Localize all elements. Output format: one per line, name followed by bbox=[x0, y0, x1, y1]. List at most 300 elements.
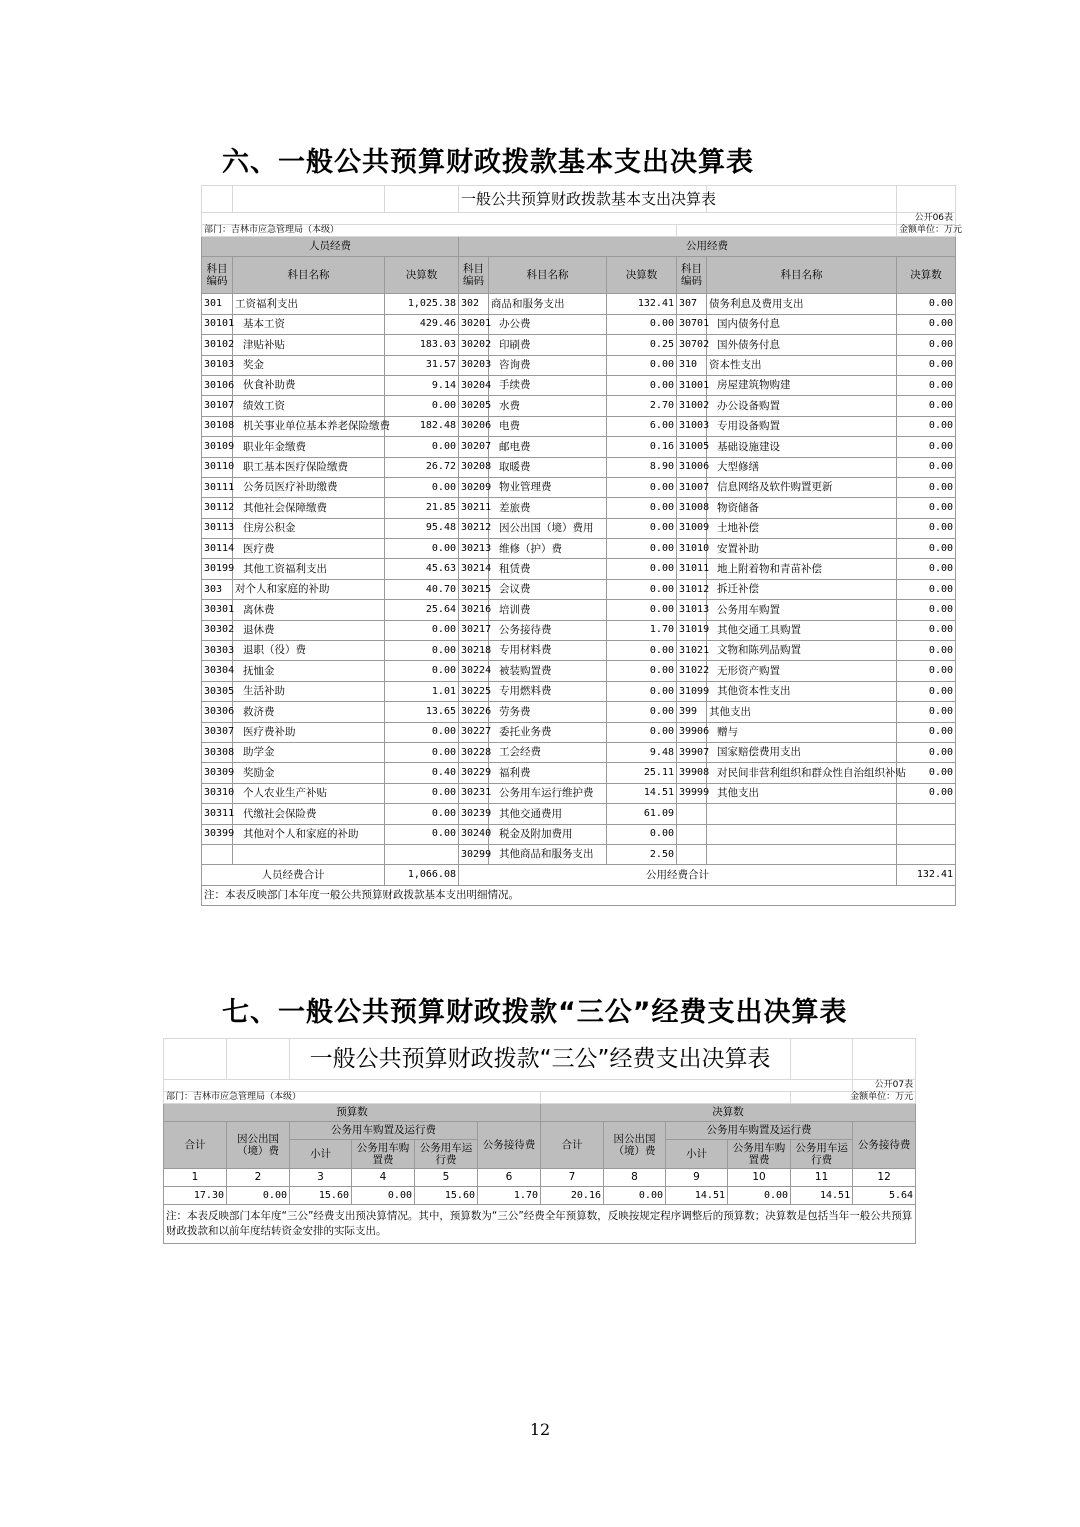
column-number: 9 bbox=[666, 1169, 728, 1187]
row-code: 30102 bbox=[202, 335, 233, 355]
row-code bbox=[677, 844, 707, 864]
row-name: 地上附着物和青苗补偿 bbox=[707, 559, 897, 579]
row-name: 印刷费 bbox=[489, 335, 607, 355]
row-code: 30207 bbox=[459, 437, 489, 457]
row-amount: 0.00 bbox=[607, 314, 677, 334]
row-code: 30103 bbox=[202, 355, 233, 375]
row-code: 30301 bbox=[202, 600, 233, 620]
row-name: 被装购置费 bbox=[489, 661, 607, 681]
column-header-total: 合计 bbox=[164, 1122, 227, 1169]
row-amount: 0.00 bbox=[385, 804, 459, 824]
department-label: 部门：吉林市应急管理局（本级） bbox=[164, 1092, 541, 1104]
row-name bbox=[707, 824, 897, 844]
public-total-value: 132.41 bbox=[897, 865, 956, 885]
column-header-name: 科目名称 bbox=[233, 257, 385, 294]
row-amount: 31.57 bbox=[385, 355, 459, 375]
row-amount: 0.00 bbox=[897, 457, 956, 477]
row-code: 30212 bbox=[459, 518, 489, 538]
table-row bbox=[202, 518, 956, 538]
row-code: 30110 bbox=[202, 457, 233, 477]
row-code: 30107 bbox=[202, 396, 233, 416]
row-amount: 0.00 bbox=[897, 763, 956, 783]
row-name: 退职（役）费 bbox=[233, 641, 385, 661]
page-number: 12 bbox=[529, 1420, 551, 1439]
table-row bbox=[202, 375, 956, 395]
amount-cell: 20.16 bbox=[541, 1187, 604, 1205]
row-amount: 9.14 bbox=[385, 375, 459, 395]
row-name: 其他交通费用 bbox=[489, 804, 607, 824]
row-code: 30240 bbox=[459, 824, 489, 844]
row-code: 31021 bbox=[677, 641, 707, 661]
row-code: 31001 bbox=[677, 375, 707, 395]
row-name: 其他资本性支出 bbox=[707, 681, 897, 701]
amount-cell: 14.51 bbox=[791, 1187, 853, 1205]
row-amount: 2.70 bbox=[607, 396, 677, 416]
table-row bbox=[202, 539, 956, 559]
row-name: 助学金 bbox=[233, 742, 385, 762]
column-header-subtotal: 小计 bbox=[290, 1140, 352, 1169]
row-code: 31002 bbox=[677, 396, 707, 416]
row-name: 个人农业生产补贴 bbox=[233, 783, 385, 803]
table-row bbox=[202, 742, 956, 762]
row-amount: 25.64 bbox=[385, 600, 459, 620]
row-code: 30213 bbox=[459, 539, 489, 559]
column-header-abroad: 因公出国（境）费 bbox=[604, 1122, 666, 1169]
row-name: 拆迁补偿 bbox=[707, 579, 897, 599]
table-title: 一般公共预算财政拨款“三公”经费支出决算表 bbox=[290, 1039, 791, 1080]
row-name: 职工基本医疗保险缴费 bbox=[233, 457, 385, 477]
row-name: 资本性支出 bbox=[707, 355, 897, 375]
row-amount: 183.03 bbox=[385, 335, 459, 355]
row-name: 代缴社会保险费 bbox=[233, 804, 385, 824]
table-row bbox=[202, 579, 956, 599]
row-name: 其他交通工具购置 bbox=[707, 620, 897, 640]
row-amount: 0.00 bbox=[897, 294, 956, 314]
row-code: 39908 bbox=[677, 763, 707, 783]
row-name: 伙食补助费 bbox=[233, 375, 385, 395]
value-row bbox=[164, 1187, 916, 1205]
row-code: 399 bbox=[677, 702, 707, 722]
column-header-code: 科目编码 bbox=[459, 257, 489, 294]
personnel-expense-header: 人员经费 bbox=[202, 237, 459, 257]
column-header-total: 合计 bbox=[541, 1122, 604, 1169]
amount-cell: 0.00 bbox=[604, 1187, 666, 1205]
row-name: 基本工资 bbox=[233, 314, 385, 334]
row-amount: 0.25 bbox=[607, 335, 677, 355]
row-name: 救济费 bbox=[233, 702, 385, 722]
row-code: 31011 bbox=[677, 559, 707, 579]
row-amount: 0.00 bbox=[385, 661, 459, 681]
row-name: 办公费 bbox=[489, 314, 607, 334]
row-name bbox=[707, 844, 897, 864]
row-amount: 0.00 bbox=[607, 722, 677, 742]
column-header-vehicle-purchase: 公务用车购置费 bbox=[728, 1140, 791, 1169]
table-row bbox=[202, 335, 956, 355]
row-name: 基础设施建设 bbox=[707, 437, 897, 457]
table-row bbox=[202, 722, 956, 742]
row-name: 手续费 bbox=[489, 375, 607, 395]
row-amount: 0.00 bbox=[607, 498, 677, 518]
row-amount: 1.70 bbox=[607, 620, 677, 640]
row-code: 30231 bbox=[459, 783, 489, 803]
column-header-amount: 决算数 bbox=[607, 257, 677, 294]
row-amount: 0.00 bbox=[607, 559, 677, 579]
row-name: 生活补助 bbox=[233, 681, 385, 701]
row-code: 303 bbox=[202, 579, 233, 599]
row-name: 安置补助 bbox=[707, 539, 897, 559]
row-amount: 95.48 bbox=[385, 518, 459, 538]
row-name: 劳务费 bbox=[489, 702, 607, 722]
row-name: 离休费 bbox=[233, 600, 385, 620]
row-amount: 0.00 bbox=[897, 620, 956, 640]
column-number: 7 bbox=[541, 1169, 604, 1187]
row-name: 租赁费 bbox=[489, 559, 607, 579]
table-title: 一般公共预算财政拨款基本支出决算表 bbox=[459, 186, 707, 213]
row-amount: 45.63 bbox=[385, 559, 459, 579]
row-code: 310 bbox=[677, 355, 707, 375]
row-name: 物业管理费 bbox=[489, 477, 607, 497]
row-name: 物资储备 bbox=[707, 498, 897, 518]
row-code: 307 bbox=[677, 294, 707, 314]
table-row bbox=[202, 804, 956, 824]
basic-expenditure-table bbox=[201, 185, 963, 906]
row-name: 无形资产购置 bbox=[707, 661, 897, 681]
table-row bbox=[202, 437, 956, 457]
column-header-subtotal: 小计 bbox=[666, 1140, 728, 1169]
row-amount: 182.48 bbox=[385, 416, 459, 436]
row-amount: 0.00 bbox=[897, 742, 956, 762]
column-header-vehicle-operation: 公务用车运行费 bbox=[415, 1140, 478, 1169]
row-name: 公务接待费 bbox=[489, 620, 607, 640]
table-row bbox=[202, 355, 956, 375]
row-name: 其他社会保障缴费 bbox=[233, 498, 385, 518]
row-name: 因公出国（境）费用 bbox=[489, 518, 607, 538]
row-name: 抚恤金 bbox=[233, 661, 385, 681]
row-amount: 0.00 bbox=[897, 600, 956, 620]
row-name: 公务用车购置 bbox=[707, 600, 897, 620]
row-amount: 0.00 bbox=[385, 783, 459, 803]
row-name: 国外债务付息 bbox=[707, 335, 897, 355]
table-note: 注：本表反映部门本年度“三公”经费支出预决算情况。其中，预算数为“三公”经费全年预算数，反映按规定程序调整后的预算数；决算数是包括当年一般公共预算财政拨款和以前年度结转资金安排的实际支出。 bbox=[164, 1205, 916, 1244]
row-amount: 0.00 bbox=[897, 559, 956, 579]
row-code: 39999 bbox=[677, 783, 707, 803]
row-name: 住房公积金 bbox=[233, 518, 385, 538]
table-row bbox=[202, 314, 956, 334]
row-amount: 0.00 bbox=[897, 661, 956, 681]
row-amount: 1.01 bbox=[385, 681, 459, 701]
row-name: 奖励金 bbox=[233, 763, 385, 783]
row-code: 30112 bbox=[202, 498, 233, 518]
row-name: 工资福利支出 bbox=[233, 294, 385, 314]
row-name: 电费 bbox=[489, 416, 607, 436]
row-name: 职业年金缴费 bbox=[233, 437, 385, 457]
row-amount: 0.00 bbox=[897, 355, 956, 375]
row-amount: 0.00 bbox=[607, 600, 677, 620]
column-header-reception: 公务接待费 bbox=[853, 1122, 916, 1169]
row-code: 31007 bbox=[677, 477, 707, 497]
row-code: 31019 bbox=[677, 620, 707, 640]
form-number: 公开07表 bbox=[853, 1080, 916, 1092]
row-amount: 40.70 bbox=[385, 579, 459, 599]
row-name: 培训费 bbox=[489, 600, 607, 620]
row-code: 30199 bbox=[202, 559, 233, 579]
row-code: 30228 bbox=[459, 742, 489, 762]
amount-cell: 0.00 bbox=[728, 1187, 791, 1205]
table-row bbox=[202, 763, 956, 783]
table-row bbox=[202, 620, 956, 640]
row-name: 其他工资福利支出 bbox=[233, 559, 385, 579]
row-name: 商品和服务支出 bbox=[489, 294, 607, 314]
row-name: 其他支出 bbox=[707, 783, 897, 803]
row-amount: 0.00 bbox=[385, 437, 459, 457]
row-amount: 429.46 bbox=[385, 314, 459, 334]
row-name bbox=[233, 844, 385, 864]
amount-cell: 17.30 bbox=[164, 1187, 227, 1205]
row-code: 31008 bbox=[677, 498, 707, 518]
row-code: 31009 bbox=[677, 518, 707, 538]
column-header-amount: 决算数 bbox=[897, 257, 956, 294]
row-name: 其他商品和服务支出 bbox=[489, 844, 607, 864]
budget-header: 预算数 bbox=[164, 1104, 541, 1122]
row-code: 30201 bbox=[459, 314, 489, 334]
row-code: 30111 bbox=[202, 477, 233, 497]
row-code: 30701 bbox=[677, 314, 707, 334]
row-code: 302 bbox=[459, 294, 489, 314]
column-header-name: 科目名称 bbox=[707, 257, 897, 294]
column-header-name: 科目名称 bbox=[489, 257, 607, 294]
row-name: 债务利息及费用支出 bbox=[707, 294, 897, 314]
row-name: 国内债务付息 bbox=[707, 314, 897, 334]
row-name: 奖金 bbox=[233, 355, 385, 375]
row-amount: 0.00 bbox=[607, 579, 677, 599]
table-row bbox=[202, 396, 956, 416]
section-heading-basic-expenditure: 六、一般公共预算财政拨款基本支出决算表 bbox=[222, 147, 754, 178]
row-code: 30109 bbox=[202, 437, 233, 457]
row-code: 31005 bbox=[677, 437, 707, 457]
row-amount: 0.00 bbox=[897, 396, 956, 416]
row-amount: 25.11 bbox=[607, 763, 677, 783]
column-header-vehicle: 公务用车购置及运行费 bbox=[290, 1122, 478, 1140]
row-code bbox=[677, 804, 707, 824]
row-code: 30114 bbox=[202, 539, 233, 559]
row-amount bbox=[385, 844, 459, 864]
row-code: 30226 bbox=[459, 702, 489, 722]
row-amount: 0.00 bbox=[897, 498, 956, 518]
row-amount: 0.00 bbox=[607, 518, 677, 538]
row-code: 30106 bbox=[202, 375, 233, 395]
column-number: 5 bbox=[415, 1169, 478, 1187]
row-amount bbox=[897, 844, 956, 864]
row-name: 其他对个人和家庭的补助 bbox=[233, 824, 385, 844]
row-name: 津贴补贴 bbox=[233, 335, 385, 355]
row-code: 30305 bbox=[202, 681, 233, 701]
row-code: 30310 bbox=[202, 783, 233, 803]
row-code: 30702 bbox=[677, 335, 707, 355]
table-row bbox=[202, 416, 956, 436]
row-code: 30299 bbox=[459, 844, 489, 864]
row-amount bbox=[897, 804, 956, 824]
row-amount: 6.00 bbox=[607, 416, 677, 436]
row-name: 委托业务费 bbox=[489, 722, 607, 742]
row-amount: 0.00 bbox=[607, 681, 677, 701]
table-row bbox=[202, 600, 956, 620]
final-header: 决算数 bbox=[541, 1104, 916, 1122]
row-amount: 0.00 bbox=[385, 722, 459, 742]
form-number: 公开06表 bbox=[897, 213, 956, 225]
row-amount: 0.00 bbox=[607, 539, 677, 559]
row-amount: 0.00 bbox=[607, 355, 677, 375]
personnel-total-label: 人员经费合计 bbox=[202, 865, 385, 885]
column-header-vehicle-purchase: 公务用车购置费 bbox=[352, 1140, 415, 1169]
row-name: 差旅费 bbox=[489, 498, 607, 518]
row-code: 30204 bbox=[459, 375, 489, 395]
row-code: 31022 bbox=[677, 661, 707, 681]
row-code: 30239 bbox=[459, 804, 489, 824]
row-code: 301 bbox=[202, 294, 233, 314]
column-number: 1 bbox=[164, 1169, 227, 1187]
amount-cell: 0.00 bbox=[352, 1187, 415, 1205]
section-heading-three-public: 七、一般公共预算财政拨款“三公”经费支出决算表 bbox=[222, 997, 848, 1028]
personnel-total-value: 1,066.08 bbox=[385, 865, 459, 885]
row-amount: 0.00 bbox=[607, 641, 677, 661]
column-number: 10 bbox=[728, 1169, 791, 1187]
row-amount: 13.65 bbox=[385, 702, 459, 722]
row-code: 30308 bbox=[202, 742, 233, 762]
row-code: 30302 bbox=[202, 620, 233, 640]
column-number: 8 bbox=[604, 1169, 666, 1187]
row-name: 赠与 bbox=[707, 722, 897, 742]
row-name: 专用设备购置 bbox=[707, 416, 897, 436]
row-code: 30211 bbox=[459, 498, 489, 518]
row-amount: 0.00 bbox=[897, 437, 956, 457]
row-amount: 0.00 bbox=[607, 375, 677, 395]
row-amount: 0.00 bbox=[385, 641, 459, 661]
row-code: 30218 bbox=[459, 641, 489, 661]
row-amount: 61.09 bbox=[607, 804, 677, 824]
row-name: 房屋建筑物购建 bbox=[707, 375, 897, 395]
row-name: 公务用车运行维护费 bbox=[489, 783, 607, 803]
row-amount: 1,025.38 bbox=[385, 294, 459, 314]
department-label: 部门：吉林市应急管理局（本级） bbox=[202, 225, 677, 237]
row-amount: 0.00 bbox=[897, 416, 956, 436]
row-amount: 0.00 bbox=[385, 477, 459, 497]
row-code: 30206 bbox=[459, 416, 489, 436]
column-header-abroad: 因公出国（境）费 bbox=[227, 1122, 290, 1169]
row-name: 专用材料费 bbox=[489, 641, 607, 661]
row-code: 30229 bbox=[459, 763, 489, 783]
column-header-vehicle: 公务用车购置及运行费 bbox=[666, 1122, 853, 1140]
row-name: 办公设备购置 bbox=[707, 396, 897, 416]
row-name: 对民间非营利组织和群众性自治组织补贴 bbox=[707, 763, 897, 783]
row-name: 土地补偿 bbox=[707, 518, 897, 538]
row-amount: 0.00 bbox=[385, 396, 459, 416]
row-amount: 14.51 bbox=[607, 783, 677, 803]
row-amount: 0.00 bbox=[897, 681, 956, 701]
row-code bbox=[677, 824, 707, 844]
row-name: 绩效工资 bbox=[233, 396, 385, 416]
row-name: 机关事业单位基本养老保险缴费 bbox=[233, 416, 385, 436]
row-code: 30311 bbox=[202, 804, 233, 824]
column-number: 12 bbox=[853, 1169, 916, 1187]
row-code: 30227 bbox=[459, 722, 489, 742]
row-name: 大型修缮 bbox=[707, 457, 897, 477]
row-name: 医疗费 bbox=[233, 539, 385, 559]
row-code: 30203 bbox=[459, 355, 489, 375]
row-amount: 0.00 bbox=[385, 824, 459, 844]
column-number-row bbox=[164, 1169, 916, 1187]
column-header-code: 科目编码 bbox=[202, 257, 233, 294]
row-code: 30307 bbox=[202, 722, 233, 742]
row-amount: 0.00 bbox=[897, 518, 956, 538]
row-amount: 0.00 bbox=[897, 722, 956, 742]
row-code: 30216 bbox=[459, 600, 489, 620]
row-name: 文物和陈列品购置 bbox=[707, 641, 897, 661]
row-code: 30217 bbox=[459, 620, 489, 640]
row-name bbox=[707, 804, 897, 824]
row-name: 信息网络及软件购置更新 bbox=[707, 477, 897, 497]
public-expense-header: 公用经费 bbox=[459, 237, 956, 257]
row-amount: 9.48 bbox=[607, 742, 677, 762]
table-row bbox=[202, 294, 956, 314]
column-header-reception: 公务接待费 bbox=[478, 1122, 541, 1169]
row-code: 30224 bbox=[459, 661, 489, 681]
amount-cell: 1.70 bbox=[478, 1187, 541, 1205]
row-amount: 0.00 bbox=[385, 539, 459, 559]
row-amount: 26.72 bbox=[385, 457, 459, 477]
column-number: 3 bbox=[290, 1169, 352, 1187]
amount-cell: 5.64 bbox=[853, 1187, 916, 1205]
column-number: 4 bbox=[352, 1169, 415, 1187]
column-header-code: 科目编码 bbox=[677, 257, 707, 294]
row-code: 30208 bbox=[459, 457, 489, 477]
table-note: 注：本表反映部门本年度一般公共预算财政拨款基本支出明细情况。 bbox=[202, 885, 956, 905]
row-code bbox=[202, 844, 233, 864]
row-amount: 2.50 bbox=[607, 844, 677, 864]
row-code: 30225 bbox=[459, 681, 489, 701]
public-total-label: 公用经费合计 bbox=[459, 865, 897, 885]
row-amount: 0.00 bbox=[897, 539, 956, 559]
row-code: 30101 bbox=[202, 314, 233, 334]
row-amount: 0.00 bbox=[607, 824, 677, 844]
row-amount: 0.00 bbox=[385, 620, 459, 640]
three-public-expense-table bbox=[163, 1038, 916, 1244]
row-name: 其他支出 bbox=[707, 702, 897, 722]
amount-cell: 14.51 bbox=[666, 1187, 728, 1205]
table-row bbox=[202, 783, 956, 803]
row-name: 对个人和家庭的补助 bbox=[233, 579, 385, 599]
row-name: 咨询费 bbox=[489, 355, 607, 375]
row-code: 31012 bbox=[677, 579, 707, 599]
row-amount: 21.85 bbox=[385, 498, 459, 518]
row-code: 30205 bbox=[459, 396, 489, 416]
table-row bbox=[202, 681, 956, 701]
row-code: 39907 bbox=[677, 742, 707, 762]
table-row bbox=[202, 498, 956, 518]
row-amount: 8.90 bbox=[607, 457, 677, 477]
row-code: 30303 bbox=[202, 641, 233, 661]
row-code: 30108 bbox=[202, 416, 233, 436]
row-code: 30202 bbox=[459, 335, 489, 355]
row-amount: 0.00 bbox=[897, 375, 956, 395]
row-code: 30306 bbox=[202, 702, 233, 722]
row-name: 公务员医疗补助缴费 bbox=[233, 477, 385, 497]
column-number: 11 bbox=[791, 1169, 853, 1187]
row-code: 39906 bbox=[677, 722, 707, 742]
row-name: 医疗费补助 bbox=[233, 722, 385, 742]
row-name: 会议费 bbox=[489, 579, 607, 599]
row-code: 30304 bbox=[202, 661, 233, 681]
row-amount: 132.41 bbox=[607, 294, 677, 314]
